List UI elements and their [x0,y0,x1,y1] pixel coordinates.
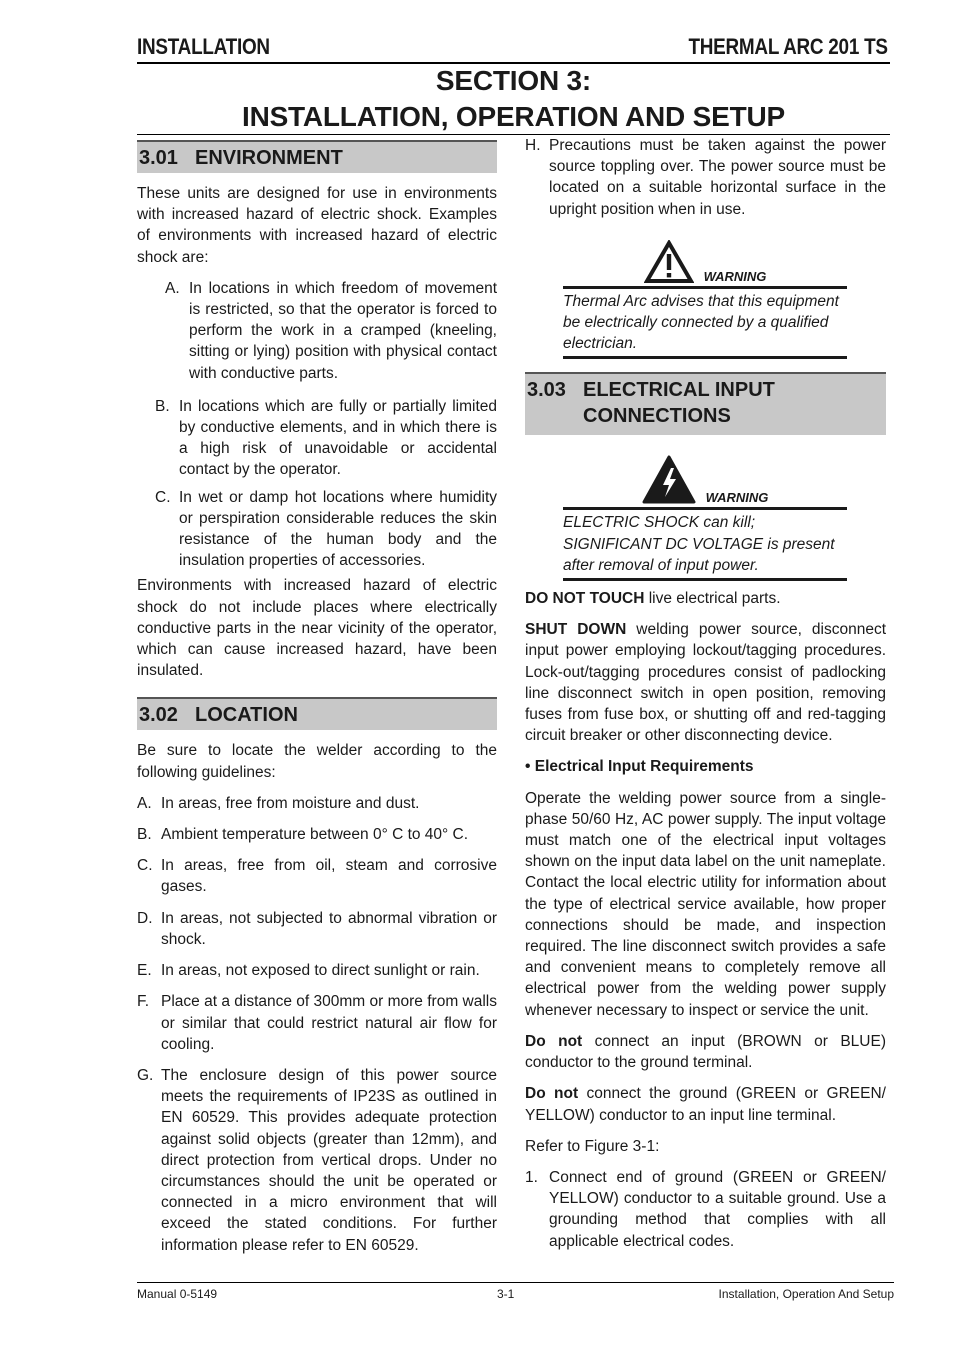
do-not-ground-paragraph: Do not connect the ground (GREEN or GREEN/ YELLOW) conductor to an input line terminal. [525,1085,886,1124]
footer-manual-number: Manual 0-5149 [137,1287,218,1301]
list-item: D. In areas, not subjected to abnormal vibration or shock. [137,909,497,948]
list-item: 1. Connect end of ground (GREEN or GREEN/ YELLOW) conductor to a suitable ground. Use a grounding method that complies with all applicable electrical codes. [525,1168,886,1250]
header-product-name: THERMAL ARC 201 TS [688,34,888,59]
warning-rule-top [563,507,847,510]
warning-rule-top [563,286,847,289]
list-item: E. In areas, not exposed to direct sunlight or rain. [137,962,480,980]
warning-rule-bottom [563,356,847,359]
electric-shock-icon [642,455,696,505]
environment-intro: These units are designed for use in environments with increased hazard of electric shock. Examples of environments with increased hazard of electric shock are: [137,185,497,266]
warning-label: WARNING [703,268,767,284]
location-intro: Be sure to locate the welder according to the following guidelines: [137,742,497,781]
refer-figure-text: Refer to Figure 3-1: [525,1137,660,1155]
list-item: G. The enclosure design of this power source meets the requirements of IP23S as outlined in EN 60529. This provides adequate protection against solid objects (greater than 12mm), and direct protection from vertical drops. Under no circumstances should the unit be operated or connected in a micro environment that will exceed the stated conditions. For further information please refer to EN 60529. [137,1066,497,1254]
header-section-name: INSTALLATION [137,34,270,59]
left-column [137,140,497,1256]
warning-text: Thermal Arc advises that this equipment be electrically connected by a qualified electrician. [563,292,839,353]
footer-page-number: 3-1 [497,1287,515,1301]
right-column [525,135,886,1252]
input-requirements-text: Operate the welding power source from a single-phase 50/60 Hz, AC power supply. The input voltage must match one of the electrical input voltages shown on the input data label on the unit nameplate. Contact the local electric utility for information about the type of electrical service available, how proper connections should be made, and inspection required. The line disconnect switch provides a safe and convenient means to completely remove all electrical power from the welding power supply whenever necessary to inspect or service the unit. [525,789,886,1019]
environment-outro: Environments with increased hazard of electric shock do not include places where electrically conductive parts in the near vicinity of the operator, which can cause increased hazard, have been insulated. [137,577,497,680]
warning-box-qualified-electrician [563,238,847,360]
warning-box-electric-shock [563,451,847,581]
warning-text: ELECTRIC SHOCK can kill; SIGNIFICANT DC VOLTAGE is present after removal of input power. [563,514,835,574]
list-item: A. In locations in which freedom of movement is restricted, so that the operator is forced to perform the work in a cramped (kneeling, sitting or lying) position with physical contact with conductive parts. [165,279,497,382]
input-requirements-heading: • Electrical Input Requirements [525,758,754,776]
shut-down-paragraph: SHUT DOWN welding power source, disconnect input power employing lockout/tagging procedures. Lock-out/tagging procedures consist of padlocking line disconnect switch in open position, removing fuses from fuse box, or shutting off and red-tagging circuit breaker or other disconnecting device. [525,621,887,745]
list-item: A. In areas, free from moisture and dust. [137,794,420,812]
list-item: B. Ambient temperature between 0° C to 40° C. [137,826,469,844]
footer-rule [137,1282,894,1283]
section-heading-environment: 3.01 ENVIRONMENT [137,140,497,173]
section-heading-location: 3.02 LOCATION [137,697,497,730]
caution-triangle-icon [644,240,694,284]
do-not-touch-paragraph: DO NOT TOUCH live electrical parts. [525,590,781,608]
footer-chapter-title: Installation, Operation And Setup [718,1287,894,1301]
do-not-input-paragraph: Do not connect an input (BROWN or BLUE) conductor to the ground terminal. [525,1032,886,1072]
warning-rule-bottom [563,578,847,581]
section-heading-electrical-input: 3.03 ELECTRICAL INPUT CONNECTIONS [525,372,886,435]
list-item: F. Place at a distance of 300mm or more from walls or similar that could restrict natural air flow for cooling. [137,993,497,1053]
warning-label: WARNING [705,490,769,506]
section-title: SECTION 3: INSTALLATION, OPERATION AND SETUP [241,65,786,132]
list-item: H. Precautions must be taken against the power source toppling over. The power source must be located on a suitable horizontal surface in the upright position when in use. [525,137,886,218]
list-item: C. In areas, free from oil, steam and corrosive gases. [137,857,497,896]
list-item: C. In wet or damp hot locations where humidity or perspiration considerable reduces the skin resistance of the human body and the insulation properties of accessories. [155,488,497,570]
list-item: B. In locations which are fully or partially limited by conductive elements, and in which there is a high risk of unavoidable or accidental contact by the operator. [155,397,497,479]
